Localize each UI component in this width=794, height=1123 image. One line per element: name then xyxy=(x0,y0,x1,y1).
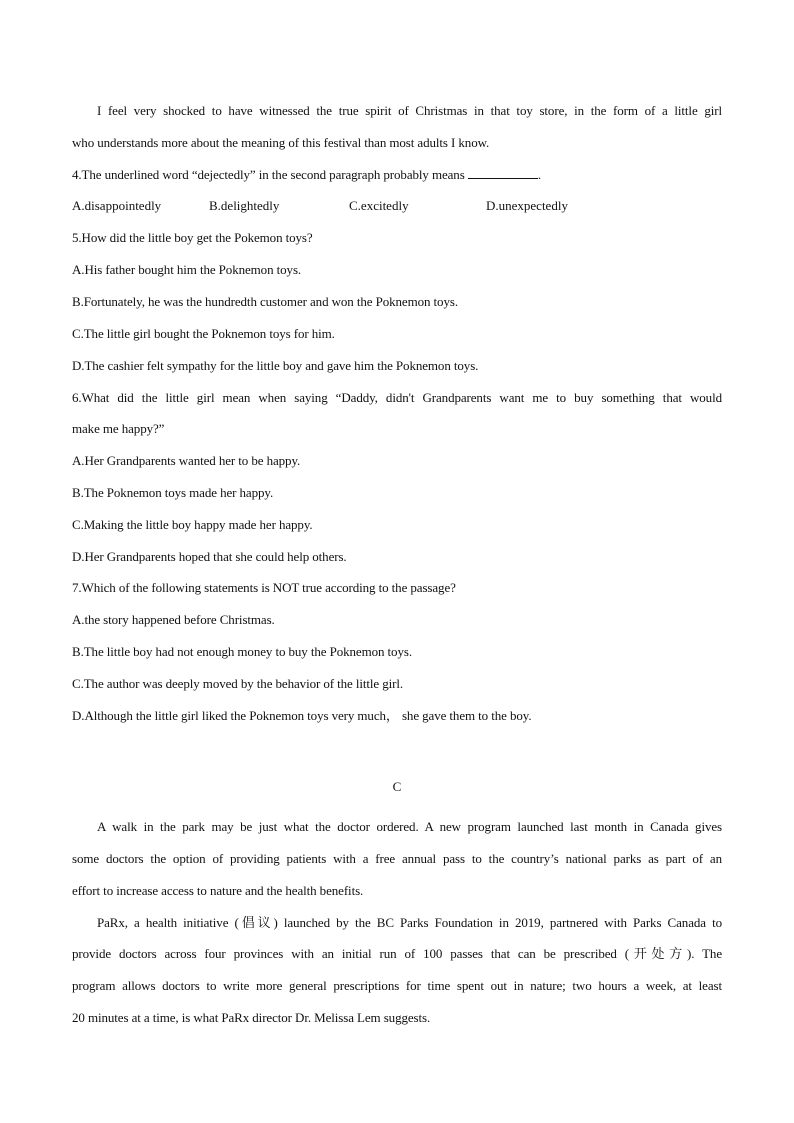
paragraph-line: 20 minutes at a time, is what PaRx director Dr. Melissa Lem suggests. xyxy=(72,1010,431,1025)
option-a[interactable]: A.Her Grandparents wanted her to be happy. xyxy=(72,453,301,468)
question-5-stem: 5.How did the little boy get the Pokemon toys? xyxy=(72,230,313,245)
option-c[interactable]: C.The author was deeply moved by the behavior of the little girl. xyxy=(72,676,404,691)
option-c[interactable]: C.Making the little boy happy made her happy. xyxy=(72,517,313,532)
stem-end: . xyxy=(537,167,541,182)
option-b[interactable]: B.delightedly xyxy=(209,198,280,213)
option-d[interactable]: D.Although the little girl liked the Poknemon toys very much， she gave them to the boy. xyxy=(72,708,532,723)
option-b[interactable]: B.Fortunately, he was the hundredth customer and won the Poknemon toys. xyxy=(72,294,458,309)
question-6-stem: 6.What did the little girl mean when saying “Daddy, didn't Grandparents want me to buy something that would xyxy=(72,390,722,405)
answer-blank xyxy=(468,167,538,179)
passage-line: who understands more about the meaning of this festival than most adults I know. xyxy=(72,135,490,150)
option-b[interactable]: B.The Poknemon toys made her happy. xyxy=(72,485,274,500)
paragraph-line: PaRx, a health initiative (倡议) launched by the BC Parks Foundation in 2019, partnered with Parks Canada to xyxy=(97,915,722,930)
option-d[interactable]: D.Her Grandparents hoped that she could help others. xyxy=(72,549,347,564)
passage-line: I feel very shocked to have witnessed the true spirit of Christmas in that toy store, in the form of a little girl xyxy=(97,103,722,118)
paragraph-line: effort to increase access to nature and the health benefits. xyxy=(72,883,364,898)
paragraph-line: program allows doctors to write more general prescriptions for time spent out in nature; two hours a week, at least xyxy=(72,978,722,993)
question-4-stem xyxy=(72,167,722,183)
option-d[interactable]: D.unexpectedly xyxy=(486,198,568,213)
option-a[interactable]: A.His father bought him the Poknemon toys. xyxy=(72,262,302,277)
option-b[interactable]: B.The little boy had not enough money to buy the Poknemon toys. xyxy=(72,644,412,659)
option-a[interactable]: A.disappointedly xyxy=(72,198,162,213)
option-d[interactable]: D.The cashier felt sympathy for the little boy and gave him the Poknemon toys. xyxy=(72,358,479,373)
option-c[interactable]: C.excitedly xyxy=(349,198,409,213)
question-6-stem-cont: make me happy?” xyxy=(72,421,165,436)
option-a[interactable]: A.the story happened before Christmas. xyxy=(72,612,275,627)
paragraph-line: some doctors the option of providing patients with a free annual pass to the country’s national parks as part of an xyxy=(72,851,722,866)
section-heading: C xyxy=(392,779,402,794)
paragraph-line: A walk in the park may be just what the doctor ordered. A new program launched last month in Canada gives xyxy=(97,819,722,834)
question-stem-text: 4.The underlined word “dejectedly” in the second paragraph probably means xyxy=(72,167,465,182)
question-4-options xyxy=(72,198,722,214)
option-c[interactable]: C.The little girl bought the Poknemon toys for him. xyxy=(72,326,335,341)
paragraph-line: provide doctors across four provinces with an initial run of 100 passes that can be prescribed (开处方). The xyxy=(72,946,722,961)
question-7-stem: 7.Which of the following statements is NOT true according to the passage? xyxy=(72,580,456,595)
